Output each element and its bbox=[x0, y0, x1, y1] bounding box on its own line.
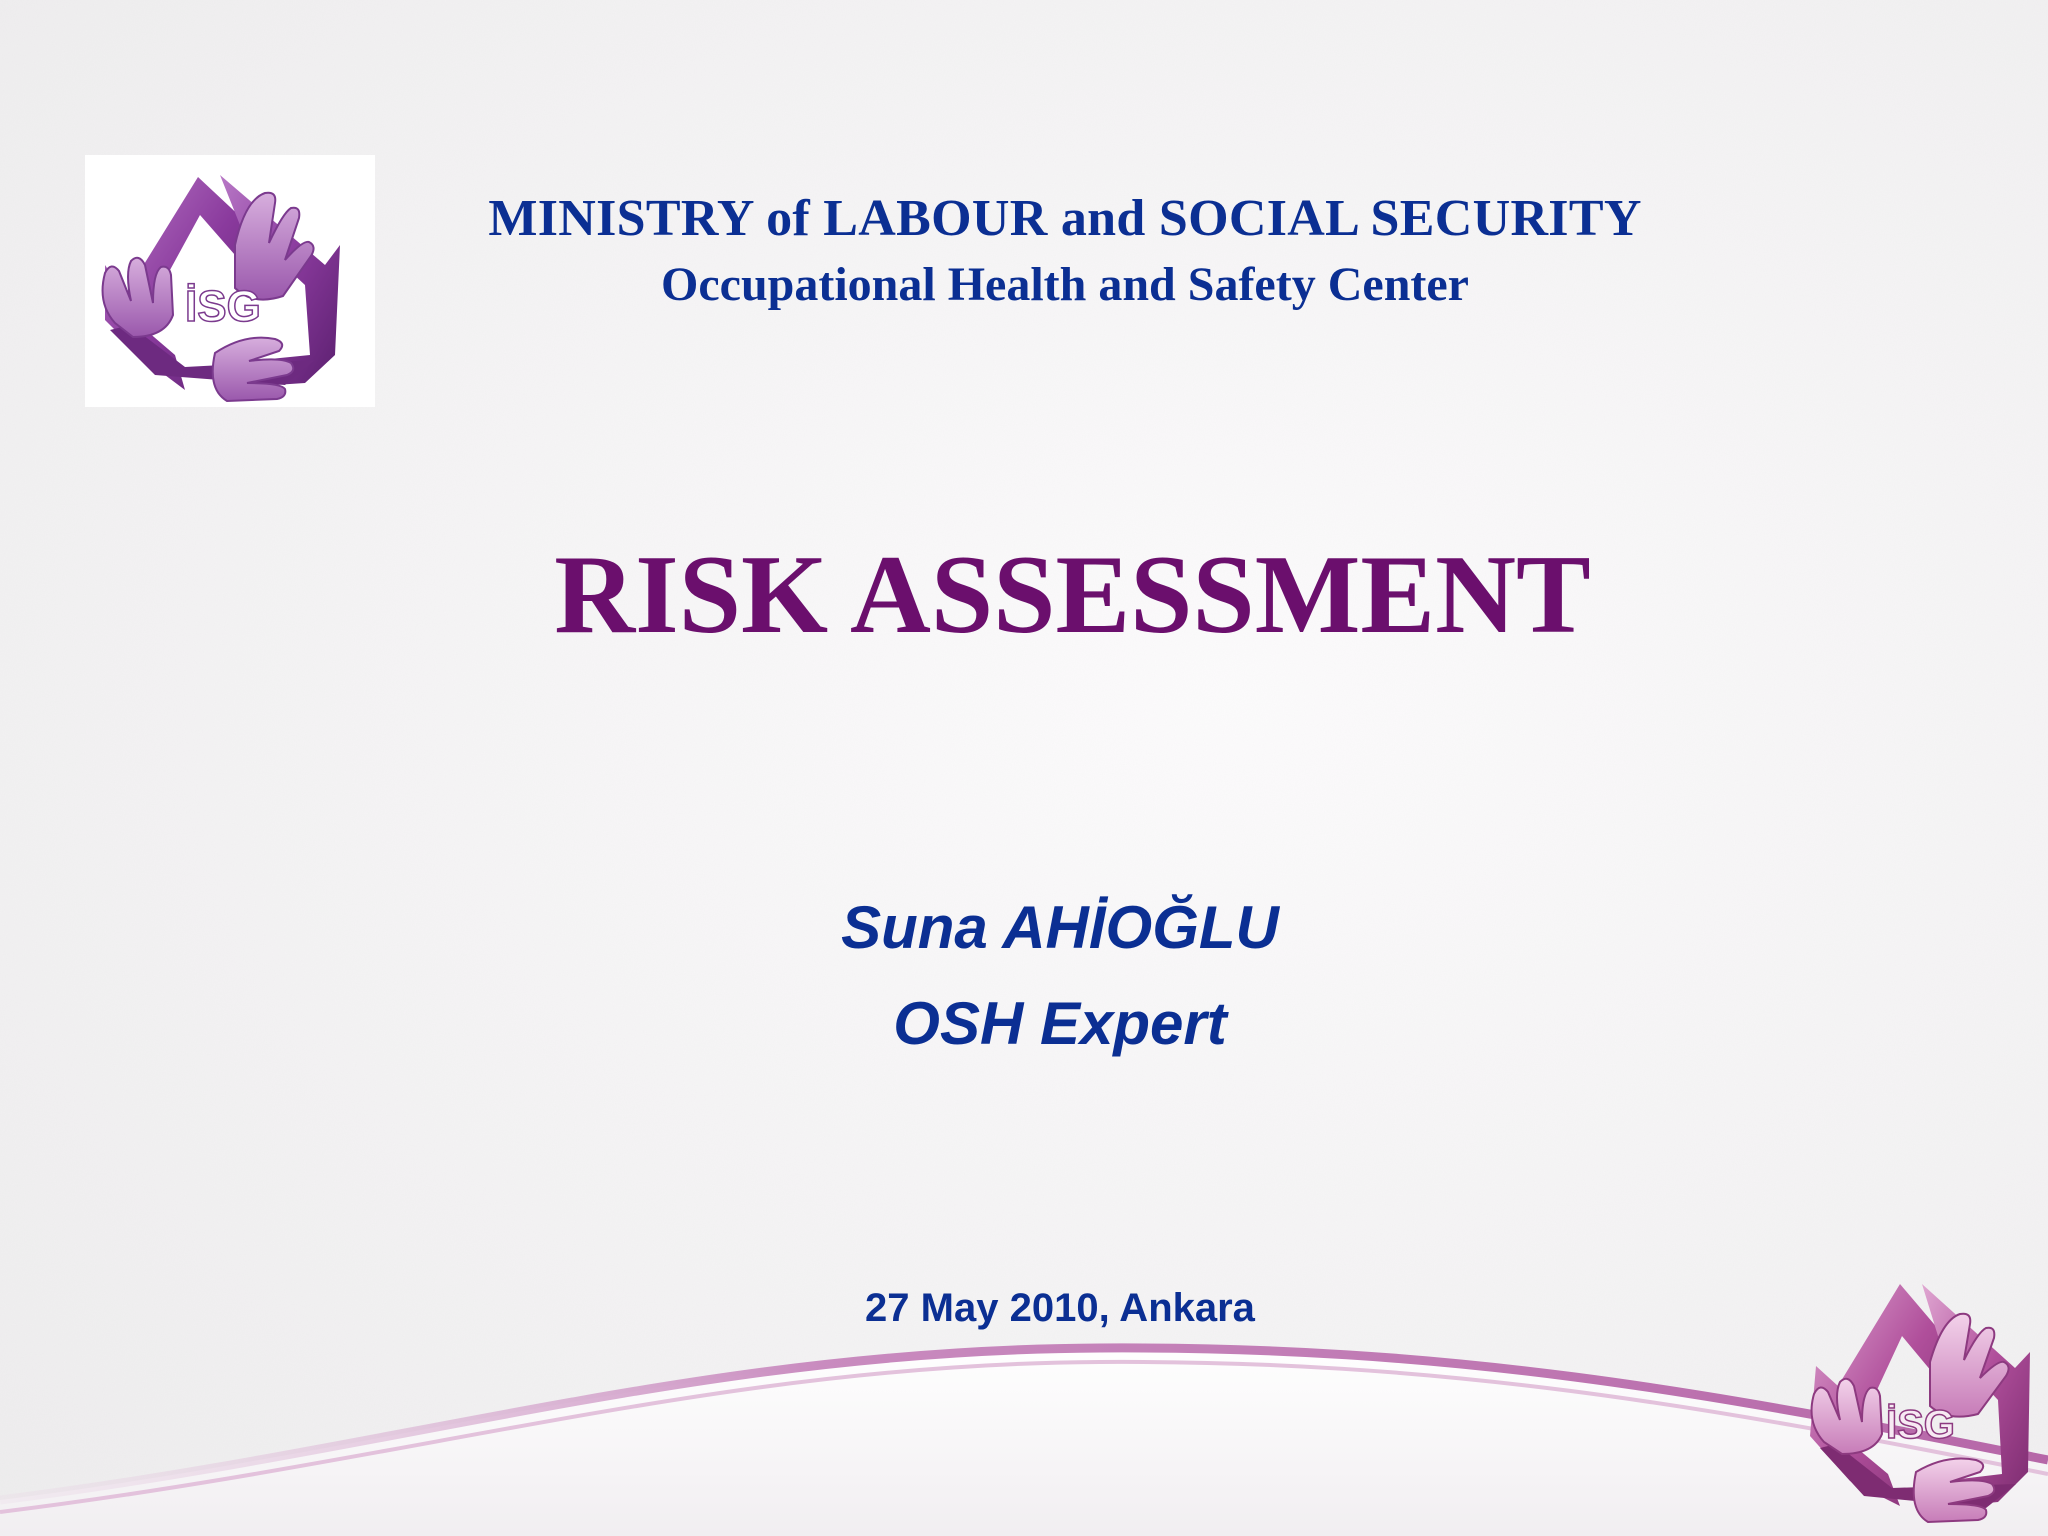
date-place: 27 May 2010, Ankara bbox=[865, 1286, 1255, 1330]
ministry-name: MINISTRY of LABOUR and SOCIAL SECURITY bbox=[488, 190, 1642, 247]
slide-title: RISK ASSESSMENT bbox=[554, 533, 1591, 657]
isg-logo-corner bbox=[1780, 1276, 2048, 1536]
author-role: OSH Expert bbox=[893, 990, 1227, 1057]
isg-logo-text: İSG bbox=[185, 282, 261, 331]
author-name: Suna AHİOĞLU bbox=[841, 894, 1279, 961]
author-block bbox=[520, 880, 1600, 1072]
isg-logo bbox=[85, 155, 375, 407]
isg-corner-logo-text: İSG bbox=[1886, 1403, 1955, 1447]
bottom-wave bbox=[0, 1300, 2048, 1536]
isg-hands-logo-corner-icon bbox=[1780, 1276, 2048, 1536]
center-name: Occupational Health and Safety Center bbox=[661, 258, 1469, 311]
isg-hands-logo-icon bbox=[85, 155, 375, 407]
header bbox=[400, 186, 1730, 318]
